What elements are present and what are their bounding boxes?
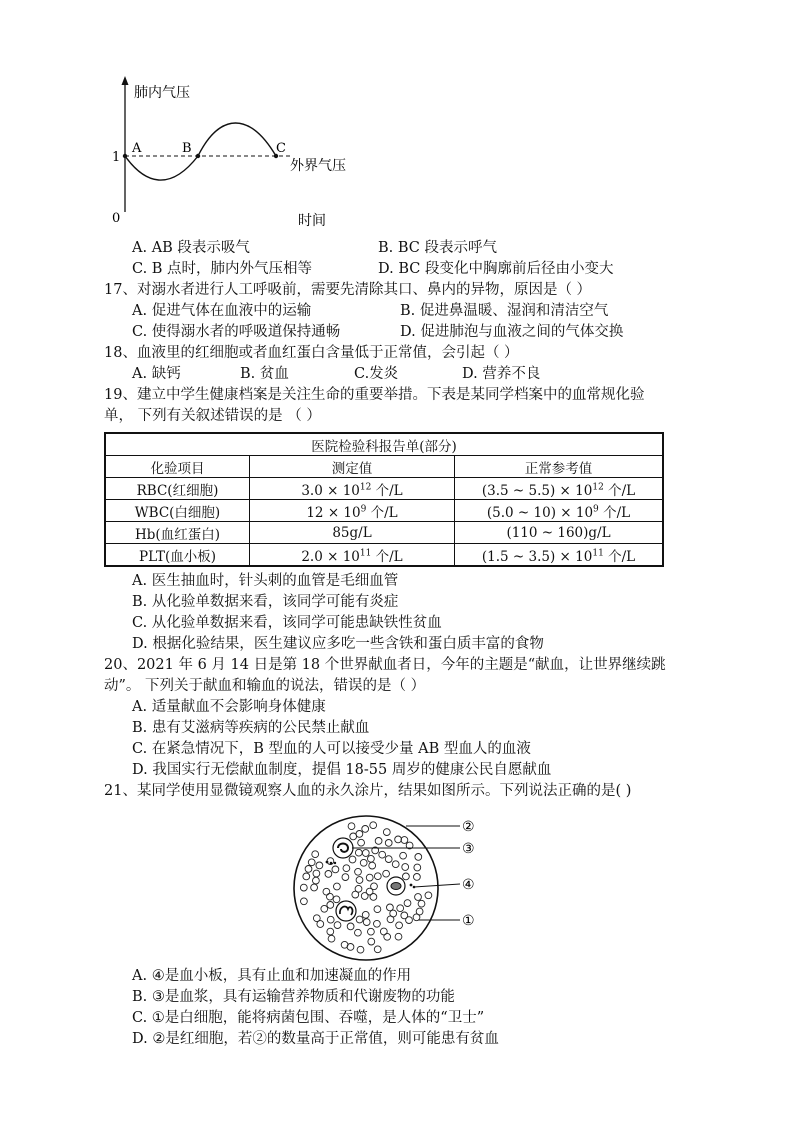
row-item: PLT(血小板) xyxy=(105,544,250,567)
row-value: $3.0 \times 10^{12}$ 个/L xyxy=(250,478,455,500)
row-item: Hb(血红蛋白) xyxy=(105,522,250,544)
row-reference: (5.0 ~ $10) \times 10^9$ 个/L xyxy=(455,500,664,522)
q16-option-c[interactable]: C. B 点时，肺内外气压相等 xyxy=(132,261,313,277)
label-4: ④ xyxy=(462,877,475,893)
q17-option-a[interactable]: A. 促进气体在血液中的运输 xyxy=(132,303,312,319)
header-reference: 正常参考值 xyxy=(455,456,664,478)
reference-label: 外界气压 xyxy=(290,158,346,174)
blood-smear-diagram xyxy=(290,808,490,968)
y-tick-label: 1 xyxy=(112,150,121,165)
q20-option-c[interactable]: C. 在紧急情况下，B 型血的人可以接受少量 AB 型血人的血液 xyxy=(132,741,531,757)
point-b-label: B xyxy=(182,141,192,156)
row-value: $12 \times 10^9$ 个/L xyxy=(250,500,455,522)
table-row xyxy=(105,544,663,567)
label-2: ② xyxy=(462,819,475,835)
q21-option-a[interactable]: A. ④是血小板，具有止血和加速凝血的作用 xyxy=(132,968,412,984)
row-value: 85g/L xyxy=(250,522,455,544)
table-row xyxy=(105,522,663,544)
q21-option-d[interactable]: D. ②是红细胞，若②的数量高于正常值，则可能患有贫血 xyxy=(132,1031,499,1047)
q17-option-d[interactable]: D. 促进肺泡与血液之间的气体交换 xyxy=(400,324,624,340)
row-reference: (1.5 ~ $3.5) \times 10^{11}$ 个/L xyxy=(455,544,664,567)
q17-option-c[interactable]: C. 使得溺水者的呼吸道保持通畅 xyxy=(132,324,341,340)
point-c-label: C xyxy=(276,141,286,156)
q18-option-a[interactable]: A. 缺钙 xyxy=(132,366,181,382)
point-a xyxy=(123,154,127,158)
x-axis-label: 时间 xyxy=(298,213,326,229)
point-a-label: A xyxy=(132,141,142,156)
header-item: 化验项目 xyxy=(105,456,250,478)
table-row xyxy=(105,478,663,500)
label-3: ③ xyxy=(462,841,475,857)
q16-option-b[interactable]: B. BC 段表示呼气 xyxy=(378,240,498,256)
row-item: WBC(白细胞) xyxy=(105,500,250,522)
header-value: 测定值 xyxy=(250,456,455,478)
lung-pressure-graph xyxy=(100,72,370,232)
row-reference: (3.5 ~ $5.5) \times 10^{12}$ 个/L xyxy=(455,478,664,500)
q16-option-d[interactable]: D. BC 段变化中胸廓前后径由小变大 xyxy=(378,261,614,277)
q19-stem-line2: 单， 下列有关叙述错误的是 （ ） xyxy=(104,408,321,424)
table-row xyxy=(105,500,663,522)
origin-label: 0 xyxy=(112,211,121,226)
q18-option-d[interactable]: D. 营养不良 xyxy=(462,366,541,382)
q16-option-a[interactable]: A. AB 段表示吸气 xyxy=(132,240,250,256)
q19-option-d[interactable]: D. 根据化验结果，医生建议应多吃一些含铁和蛋白质丰富的食物 xyxy=(132,636,544,652)
microscope-field xyxy=(294,816,438,960)
pressure-curve xyxy=(125,123,276,180)
q18-stem: 18、血液里的红细胞或者血红蛋白含量低于正常值，会引起（ ） xyxy=(104,345,519,361)
blood-test-report-table xyxy=(104,432,664,567)
white-blood-cell-1 xyxy=(333,838,353,858)
row-reference: (110 ~ 160)g/L xyxy=(455,522,664,544)
q17-stem: 17、对溺水者进行人工呼吸前，需要先清除其口、鼻内的异物，原因是（ ） xyxy=(104,282,592,298)
q19-stem-line1: 19、建立中学生健康档案是关注生命的重要举措。下表是某同学档案中的血常规化验 xyxy=(104,387,645,403)
q19-option-b[interactable]: B. 从化验单数据来看，该同学可能有炎症 xyxy=(132,594,399,610)
white-blood-cell-2 xyxy=(387,877,405,895)
q21-option-b[interactable]: B. ③是血浆，具有运输营养物质和代谢废物的功能 xyxy=(132,989,455,1005)
point-b xyxy=(196,154,200,158)
q20-option-b[interactable]: B. 患有艾滋病等疾病的公民禁止献血 xyxy=(132,720,370,736)
q20-stem-line2: 动”。 下列关于献血和输血的说法，错误的是（ ） xyxy=(104,678,426,694)
row-item: RBC(红细胞) xyxy=(105,478,250,500)
q20-option-d[interactable]: D. 我国实行无偿献血制度，提倡 18-55 周岁的健康公民自愿献血 xyxy=(132,762,552,778)
q18-option-c[interactable]: C.发炎 xyxy=(354,366,399,382)
y-axis-label: 肺内气压 xyxy=(134,85,190,101)
q19-option-c[interactable]: C. 从化验单数据来看，该同学可能患缺铁性贫血 xyxy=(132,615,442,631)
q18-option-b[interactable]: B. 贫血 xyxy=(240,366,289,382)
q20-stem-line1: 20、2021 年 6 月 14 日是第 18 个世界献血者日，今年的主题是“献血，让世界继续跳 xyxy=(104,657,666,673)
y-axis-arrow xyxy=(122,76,129,85)
label-1: ① xyxy=(462,913,475,929)
q21-stem: 21、某同学使用显微镜观察人血的永久涂片，结果如图所示。下列说法正确的是( ) xyxy=(104,783,632,799)
q20-option-a[interactable]: A. 适量献血不会影响身体健康 xyxy=(132,699,326,715)
white-blood-cell-3 xyxy=(336,901,356,921)
q21-option-c[interactable]: C. ①是白细胞，能将病菌包围、吞噬，是人体的“卫士” xyxy=(132,1010,485,1026)
table-caption: 医院检验科报告单(部分) xyxy=(105,433,663,456)
row-value: $2.0 \times 10^{11}$ 个/L xyxy=(250,544,455,567)
q17-option-b[interactable]: B. 促进鼻温暖、湿润和清洁空气 xyxy=(400,303,609,319)
q19-option-a[interactable]: A. 医生抽血时，针头刺的血管是毛细血管 xyxy=(132,573,399,589)
